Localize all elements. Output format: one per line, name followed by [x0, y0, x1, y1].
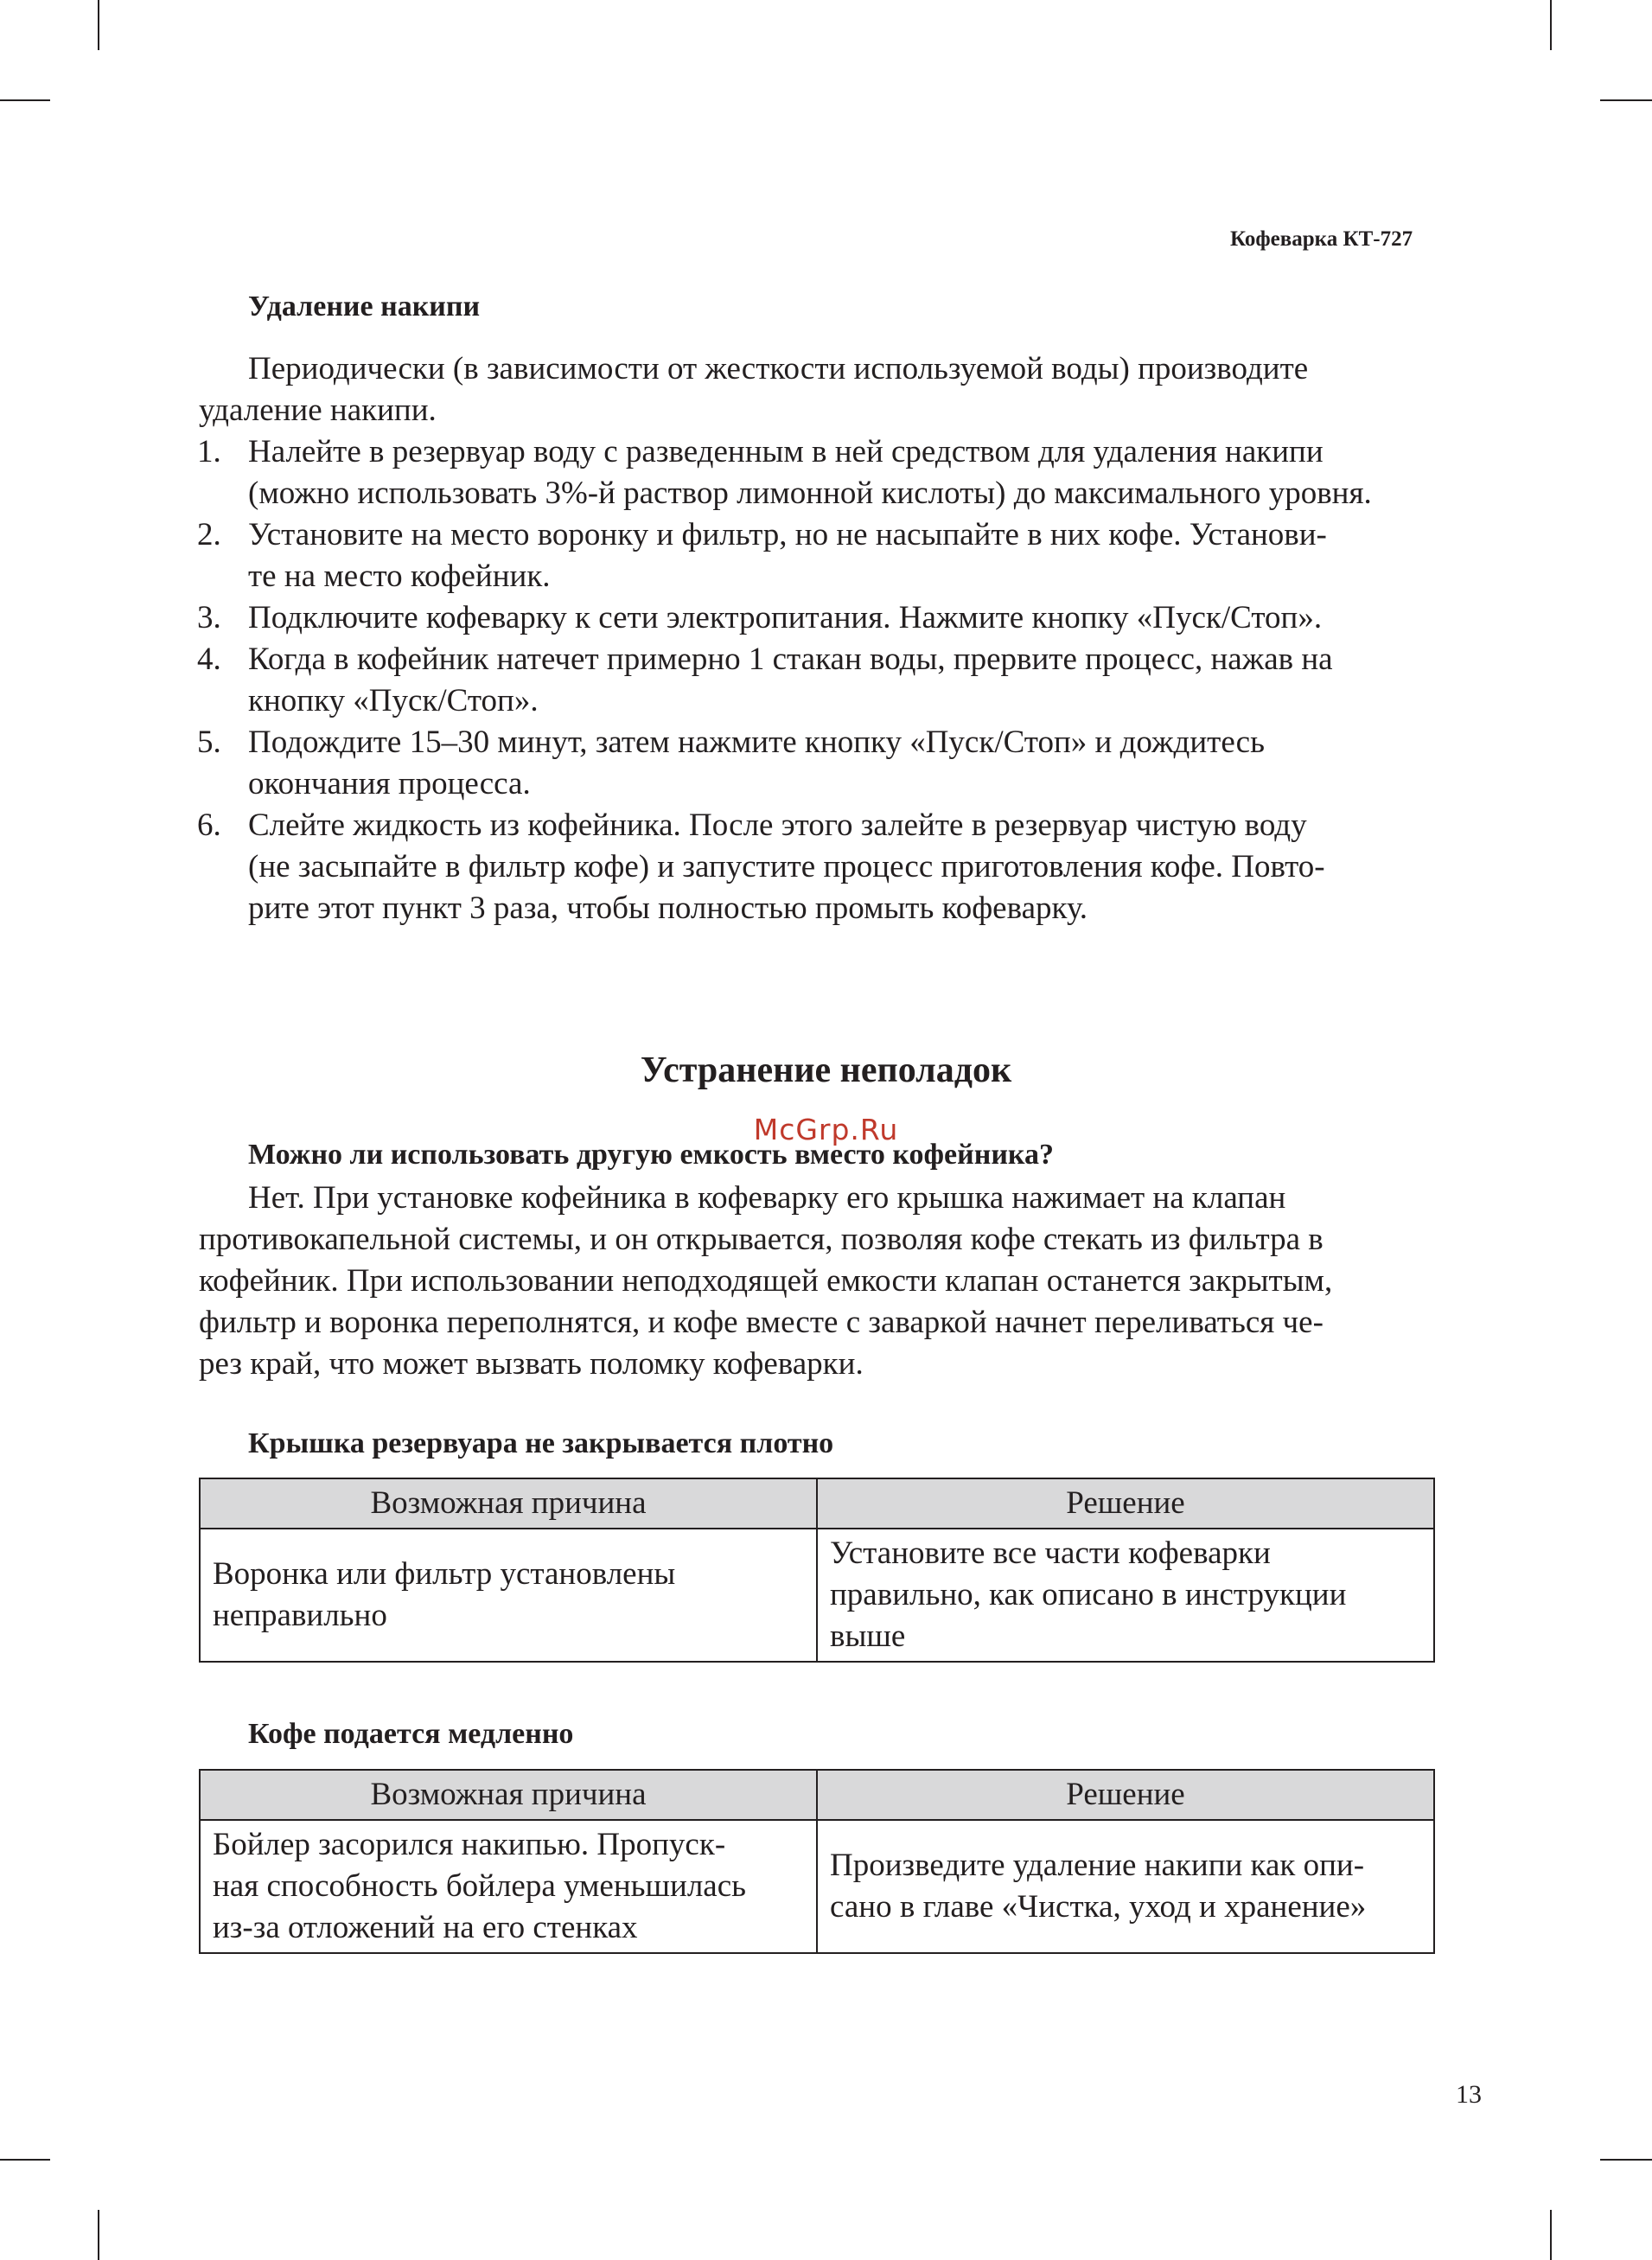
step-number: 6.: [197, 808, 221, 843]
column-header-cause: Возможная причина: [200, 1770, 817, 1820]
page-number: 13: [1456, 2080, 1482, 2109]
descaling-intro-line: Периодически (в зависимости от жесткости используемой воды) производите: [248, 351, 1309, 386]
troubleshooting-table: [199, 1478, 1435, 1663]
crop-mark: [1550, 0, 1552, 50]
column-header-solution: Решение: [817, 1478, 1434, 1529]
crop-mark: [0, 99, 50, 101]
cause-line: ная способность бойлера уменьшилась: [213, 1868, 747, 1904]
step-text: Налейте в резервуар воду с разведенным в ней средством для удаления накипи: [248, 434, 1324, 469]
step-text: рите этот пункт 3 раза, чтобы полностью промыть кофеварку.: [248, 891, 1088, 926]
faq-answer-line: кофейник. При использовании неподходящей емкости клапан останется закрытым,: [199, 1263, 1333, 1299]
solution-line: правильно, как описано в инструкции: [830, 1577, 1347, 1612]
crop-mark: [98, 2210, 99, 2260]
cause-cell: [200, 1529, 817, 1662]
faq-answer-line: рез край, что может вызвать поломку кофеварки.: [199, 1346, 864, 1382]
cause-line: неправильно: [213, 1598, 387, 1633]
step-text: те на место кофейник.: [248, 559, 551, 594]
crop-mark: [1600, 99, 1652, 101]
step-text: (можно использовать 3%-й раствор лимонной кислоты) до максимального уровня.: [248, 476, 1372, 511]
step-text: Подождите 15–30 минут, затем нажмите кнопку «Пуск/Стоп» и дождитесь: [248, 725, 1265, 760]
troubleshooting-table: [199, 1769, 1435, 1954]
step-number: 3.: [197, 600, 221, 635]
step-text: окончания процесса.: [248, 766, 531, 801]
table-heading: Кофе подается медленно: [248, 1718, 574, 1750]
descaling-heading: Удаление накипи: [248, 290, 481, 322]
cause-line: Воронка или фильтр установлены: [213, 1556, 676, 1592]
table-header-row: [200, 1770, 1434, 1820]
watermark: McGrp.Ru: [753, 1113, 899, 1146]
faq-answer-line: Нет. При установке кофейника в кофеварку его крышка нажимает на клапан: [248, 1180, 1286, 1216]
table-heading: Крышка резервуара не закрывается плотно: [248, 1427, 834, 1459]
crop-mark: [98, 0, 99, 50]
running-header: Кофеварка КТ-727: [1230, 227, 1413, 251]
section-title: Устранение неполадок: [640, 1050, 1012, 1090]
cause-line: из-за отложений на его стенках: [213, 1910, 638, 1945]
step-text: Когда в кофейник натечет примерно 1 стакан воды, прервите процесс, нажав на: [248, 642, 1333, 677]
column-header-cause: Возможная причина: [200, 1478, 817, 1529]
cause-line: Бойлер засорился накипью. Пропуск-: [213, 1827, 726, 1862]
cause-cell: [200, 1820, 817, 1953]
step-text: Подключите кофеварку к сети электропитания. Нажмите кнопку «Пуск/Стоп».: [248, 600, 1323, 635]
step-number: 2.: [197, 517, 221, 552]
faq-answer-line: фильтр и воронка переполнятся, и кофе вместе с заваркой начнет переливаться че-: [199, 1305, 1324, 1340]
descaling-intro-line: удаление накипи.: [199, 393, 437, 428]
column-header-solution: Решение: [817, 1770, 1434, 1820]
step-number: 5.: [197, 725, 221, 760]
solution-line: выше: [830, 1618, 906, 1654]
table-row: [200, 1529, 1434, 1662]
step-text: Слейте жидкость из кофейника. После этого залейте в резервуар чистую воду: [248, 808, 1307, 843]
crop-mark: [0, 2159, 50, 2161]
step-number: 1.: [197, 434, 221, 469]
step-text: Установите на место воронку и фильтр, но не насыпайте в них кофе. Установи-: [248, 517, 1327, 552]
step-text: (не засыпайте в фильтр кофе) и запустите процесс приготовления кофе. Повто-: [248, 849, 1325, 884]
crop-mark: [1600, 2159, 1652, 2161]
crop-mark: [1550, 2210, 1552, 2260]
table-header-row: [200, 1478, 1434, 1529]
faq-question: Можно ли использовать другую емкость вместо кофейника?: [248, 1139, 1054, 1171]
solution-line: Произведите удаление накипи как опи-: [830, 1848, 1365, 1883]
solution-cell: [817, 1529, 1434, 1662]
step-text: кнопку «Пуск/Стоп».: [248, 683, 539, 718]
solution-line: сано в главе «Чистка, уход и хранение»: [830, 1889, 1367, 1925]
solution-line: Установите все части кофеварки: [830, 1535, 1271, 1571]
step-number: 4.: [197, 642, 221, 677]
faq-answer-line: противокапельной системы, и он открывается, позволяя кофе стекать из фильтра в: [199, 1222, 1324, 1257]
table-row: [200, 1820, 1434, 1953]
solution-cell: [817, 1820, 1434, 1953]
